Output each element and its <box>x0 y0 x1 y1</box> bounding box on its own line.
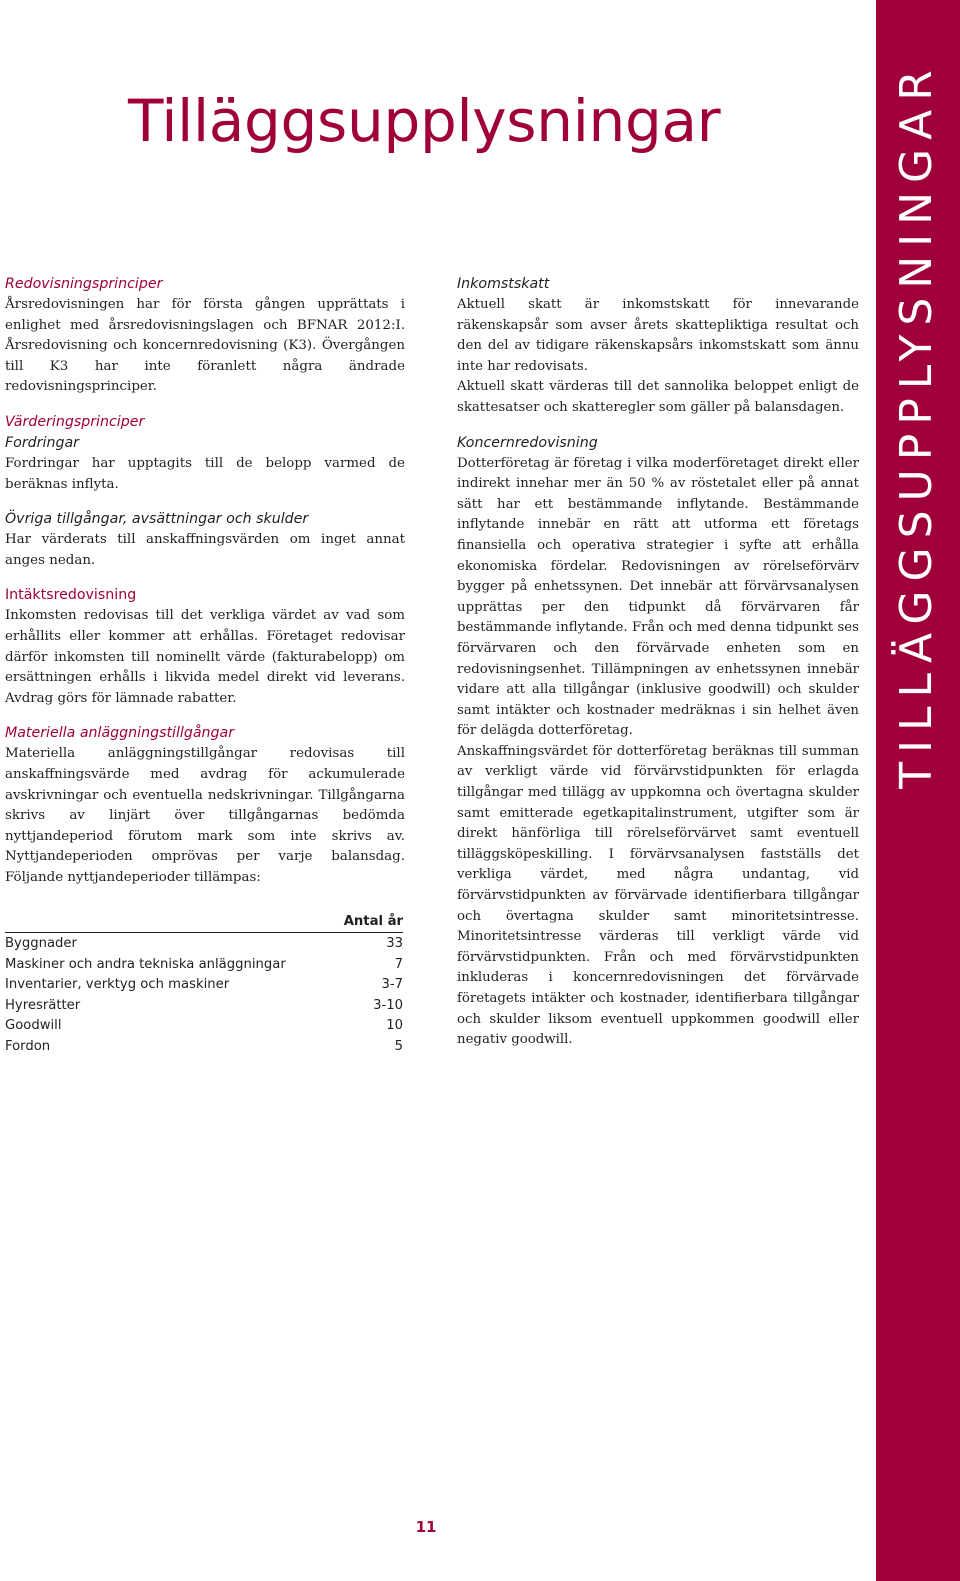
table-row <box>5 974 403 995</box>
table-header-years: Antal år <box>334 910 403 933</box>
depreciation-table <box>5 910 403 1056</box>
section-heading: Värderingsprinciper <box>5 413 145 430</box>
row-value: 33 <box>386 936 403 952</box>
section-heading: Intäktsredovisning <box>5 587 137 604</box>
table-row <box>5 995 403 1016</box>
section-body: Dotterföretag är företag i vilka moderföretaget direkt eller indirekt innehar mer än 50 % av röstetalet eller på annat sätt har ett bestämmande inflytande. Bestämmande inflytande innebär en rätt att utforma ett företags finansiella och operativa strategier i syfte att erhålla ekonomiska fördelar. Redovisningen av rörelseförvärv bygger på enhetssynen. Det innebär att förvärvsanalysen upprättas per den tidpunkt då förvärvaren får bestämmande inflytande. Från och med denna tidpunkt ses förvärvaren och den förvärvade enheten som en redovisningsenhet. Tillämpningen av enhetssynen innebär vidare att alla tillgångar (inklusive goodwill) och skulder samt intäkter och kostnader medräknas i sin helhet även för delägda dotterföretag. <box>457 455 859 739</box>
left-column <box>5 274 405 1070</box>
row-value: 3-10 <box>373 997 403 1013</box>
section-body: Anskaffningsvärdet för dotterföretag beräknas till summan av verkligt värde vid förvärvstidpunkten för erlagda tillgångar med tillägg av uppkomna och övertagna skulder samt emitterade egetkapitalinstrument, utgifter som är direkt hänförliga till rörelseförvärvet samt eventuell tilläggsköpeskilling. I förvärvsanalysen fastställs det verkliga värdet, med några undantag, vid förvärvstidpunkten av förvärvade identifierbara tillgångar och övertagna skulder samt minoritetsintresse. Minoritetsintresse värderas till verkligt värde vid förvärvstidpunkten. Från och med förvärvstidpunkten inkluderas i koncernredovisningen det förvärvade företagets intäkter och kostnader, identifierbara tillgångar och skulder liksom eventuell uppkommen goodwill eller negativ goodwill. <box>457 743 859 1048</box>
table-header-row <box>5 910 403 933</box>
page-title: Tilläggsupplysningar <box>128 87 721 155</box>
section-heading: Materiella anläggningstillgångar <box>5 725 235 742</box>
section-intaktsredovisning <box>5 585 405 709</box>
section-body: Inkomsten redovisas till det verkliga värdet av vad som erhållits eller kommer att erhållas. Företaget redovisar därför inkomsten till nominellt värde (fakturabelopp) om ersättningen erhålls i likvida medel direkt vid leverans. Avdrag görs för lämnade rabatter. <box>5 608 405 706</box>
section-subheading: Fordringar <box>5 434 79 451</box>
table-row <box>5 933 403 954</box>
section-varderingsprinciper <box>5 412 405 495</box>
table-row <box>5 954 403 975</box>
row-label: Byggnader <box>5 936 77 952</box>
table-row <box>5 1015 403 1036</box>
section-ovriga-tillgangar <box>5 509 405 571</box>
row-value: 3-7 <box>381 977 403 993</box>
right-column <box>457 274 859 1065</box>
table-row <box>5 1036 403 1057</box>
row-value: 5 <box>394 1038 403 1054</box>
section-body: Materiella anläggningstillgångar redovisas till anskaffningsvärde med avdrag för ackumulerade avskrivningar och eventuella nedskrivningar. Tillgångarna skrivs av linjärt över tillgångarnas bedömda nyttjandeperiod förutom mark som inte skrivs av. Nyttjandeperioden omprövas per varje balansdag. Följande nyttjandeperioder tillämpas: <box>5 746 405 885</box>
row-label: Fordon <box>5 1038 51 1054</box>
section-body: Fordringar har upptagits till de belopp varmed de beräknas inflyta. <box>5 455 405 492</box>
section-redovisningsprinciper <box>5 274 405 398</box>
section-materiella-anlaggningstillgangar <box>5 723 405 1056</box>
section-body: Aktuell skatt är inkomstskatt för innevarande räkenskapsår som avser årets skattepliktiga resultat och den del av tidigare räkenskapsårs inkomstskatt som ännu inte har redovisats. <box>457 297 859 374</box>
row-label: Goodwill <box>5 1018 62 1034</box>
row-label: Hyresrätter <box>5 997 81 1013</box>
section-heading: Inkomstskatt <box>457 276 550 292</box>
row-value: 7 <box>394 956 403 972</box>
section-body: Har värderats till anskaffningsvärden om inget annat anges nedan. <box>5 532 405 568</box>
side-label: TILLÄGGSUPPLYSNINGAR <box>891 61 942 789</box>
section-heading: Koncernredovisning <box>457 434 598 451</box>
page-number: 11 <box>415 1518 437 1536</box>
row-label: Inventarier, verktyg och maskiner <box>5 977 230 993</box>
row-value: 10 <box>386 1018 403 1034</box>
section-body: Årsredovisningen har för första gången upprättats i enlighet med årsredovisningslagen och BFNAR 2012:I. Årsredovisning och koncernredovisning (K3). Övergången till K3 har inte föranlett några ändrade redovisningsprinciper. <box>5 297 405 395</box>
table-header-spacer <box>5 910 334 933</box>
section-inkomstskatt <box>457 274 859 419</box>
section-koncernredovisning <box>457 433 859 1051</box>
section-heading: Övriga tillgångar, avsättningar och skulder <box>5 511 309 528</box>
section-body: Aktuell skatt värderas till det sannolika beloppet enligt de skattesatser och skatteregler som gäller på balansdagen. <box>457 379 859 415</box>
row-label: Maskiner och andra tekniska anläggningar <box>5 956 286 972</box>
section-heading: Redovisningsprinciper <box>5 276 163 292</box>
